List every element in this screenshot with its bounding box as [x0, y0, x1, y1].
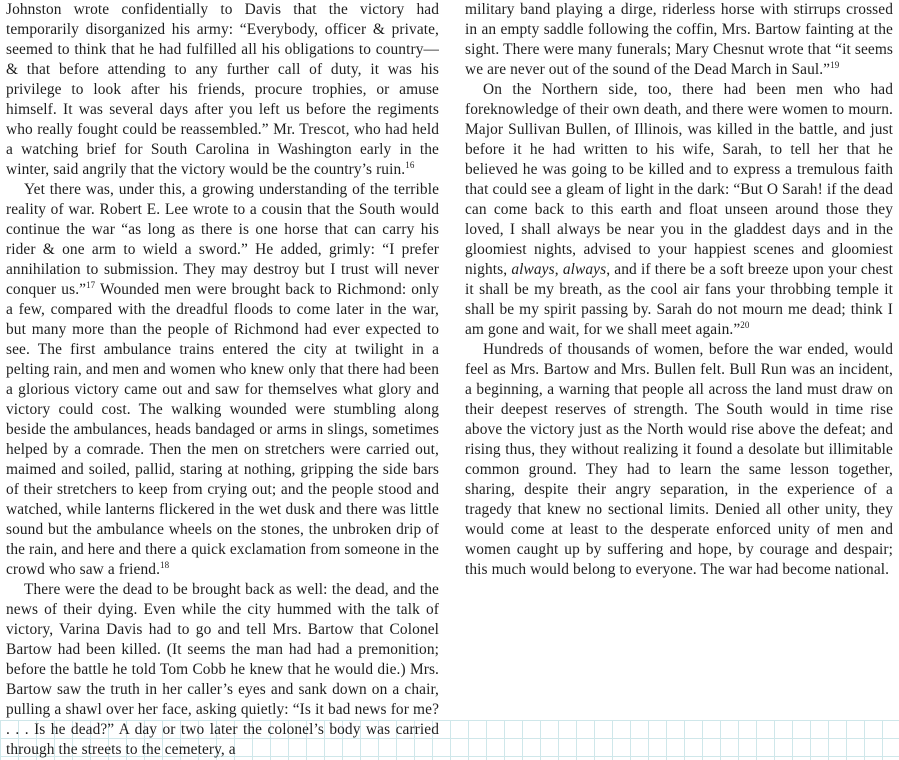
paragraph-funeral: [465, 0, 893, 80]
emphasis-text: always: [562, 261, 607, 278]
paragraph-lee: [6, 180, 439, 580]
paragraph-text: , and if there be a soft breeze upon your chest it shall be my breath, as the cool air fans your throbbing temple it shall be my spirit passing by. Sarah do not mourn me dead; think I am gone and wait, for we shall meet again.”: [465, 261, 893, 338]
paragraph-johnston: [6, 0, 439, 180]
paragraph-national: [465, 340, 893, 580]
paragraph-text: Wounded men were brought back to Richmond: only a few, compared with the dreadful floods to come later in the war, but many more than the people of Richmond had ever expected to see. The first ambulance trains entered the city at twilight in a pelting rain, and men and women who knew only that there had been a glorious victory came out and saw for themselves what glory and victory could cost. The walking wounded were stumbling along beside the ambulances, heads bandaged or arms in slings, sometimes helped by a comrade. Then the men on stretchers were carried out, maimed and soiled, pallid, staring at nothing, gripping the side bars of their stretchers to keep from crying out; and the people stood and watched, while lanterns flickered in the wet dusk and there was little sound but the ambulance wheels on the stones, the unbroken drip of the rain, and here and there a quick exclamation from someone in the crowd who saw a friend.: [6, 281, 439, 578]
emphasis-text: always: [511, 261, 555, 278]
paragraph-dead: [6, 580, 439, 760]
footnote-marker: 19: [830, 59, 840, 70]
paragraph-text: ,: [554, 261, 563, 278]
footnote-marker: 16: [405, 159, 415, 170]
paragraph-text: Johnston wrote confidentially to Davis that the victory had temporarily disorganized his army: “Everybody, officer & private, seemed to think that he had fulfilled all his obligations to country—& that before attending to any further call of duty, it was his privilege to look after his friends, procure trophies, or amuse himself. It was several days after you left us before the regiments who really fought could be reassembled.” Mr. Trescot, who had held a watching brief for South Carolina in Washington early in the winter, said angrily that the victory would be the country’s ruin.: [6, 1, 439, 178]
footnote-marker: 20: [740, 319, 750, 330]
paragraph-text: There were the dead to be brought back as well: the dead, and the news of their dying. Even while the city hummed with the talk of victory, Varina Davis had to go and tell Mrs. Bartow that Colonel Bartow had been killed. (It seems the man had had a premonition; before the battle he told Tom Cobb he knew that he would die.) Mrs. Bartow saw the truth in her caller’s eyes and sank down on a chair, pulling a shawl over her face, asking quietly: “Is it bad news for me? . . . Is he dead?” A day or two later the colonel’s body was carried through the streets to the cemetery, a: [6, 581, 439, 758]
right-column: [451, 0, 899, 720]
paragraph-text: On the Northern side, too, there had been men who had foreknowledge of their own death, and there were women to mourn. Major Sullivan Bullen, of Illinois, was killed in the battle, and just before it he had written to his wife, Sarah, to tell her that he believed he was going to be killed and to express a tremulous faith that could see a gleam of light in the dark: “But O Sarah! if the dead can come back to this earth and float unseen around those they loved, I shall always be near you in the gladdest days and in the gloomiest nights, advised to your happiest scenes and gloomiest nights,: [465, 81, 893, 278]
paragraph-bullen: [465, 80, 893, 340]
paragraph-text: military band playing a dirge, riderless horse with stirrups crossed in an empty saddle following the coffin, Mrs. Bartow fainting at the sight. There were many funerals; Mary Chesnut wrote that “it seems we are never out of the sound of the Dead March in Saul.”: [465, 1, 893, 78]
footnote-marker: 18: [160, 559, 170, 570]
footnote-marker: 17: [86, 279, 96, 290]
paragraph-text: Hundreds of thousands of women, before the war ended, would feel as Mrs. Bartow and Mrs. Bullen felt. Bull Run was an incident, a beginning, a warning that people all across the land must draw on their deepest reserves of strength. The South would in time rise above the victory just as the North would rise above the defeat; and rising thus, they without realizing it found a desolate but illimitable common ground. They had to learn the same lesson together, sharing, despite their angry separation, in the experience of a tragedy that knew no sectional limits. Denied all other unity, they would come at least to the desperate enforced unity of men and women caught up by suffering and hope, by courage and despair; this much would belong to everyone. The war had become national.: [465, 341, 893, 578]
paragraph-text: Yet there was, under this, a growing understanding of the terrible reality of war. Robert E. Lee wrote to a cousin that the South would continue the war “as long as there is one horse that can carry his rider & one arm to wield a sword.” He added, grimly: “I prefer annihilation to submission. They may destroy but I trust will never conquer us.”: [6, 181, 439, 298]
